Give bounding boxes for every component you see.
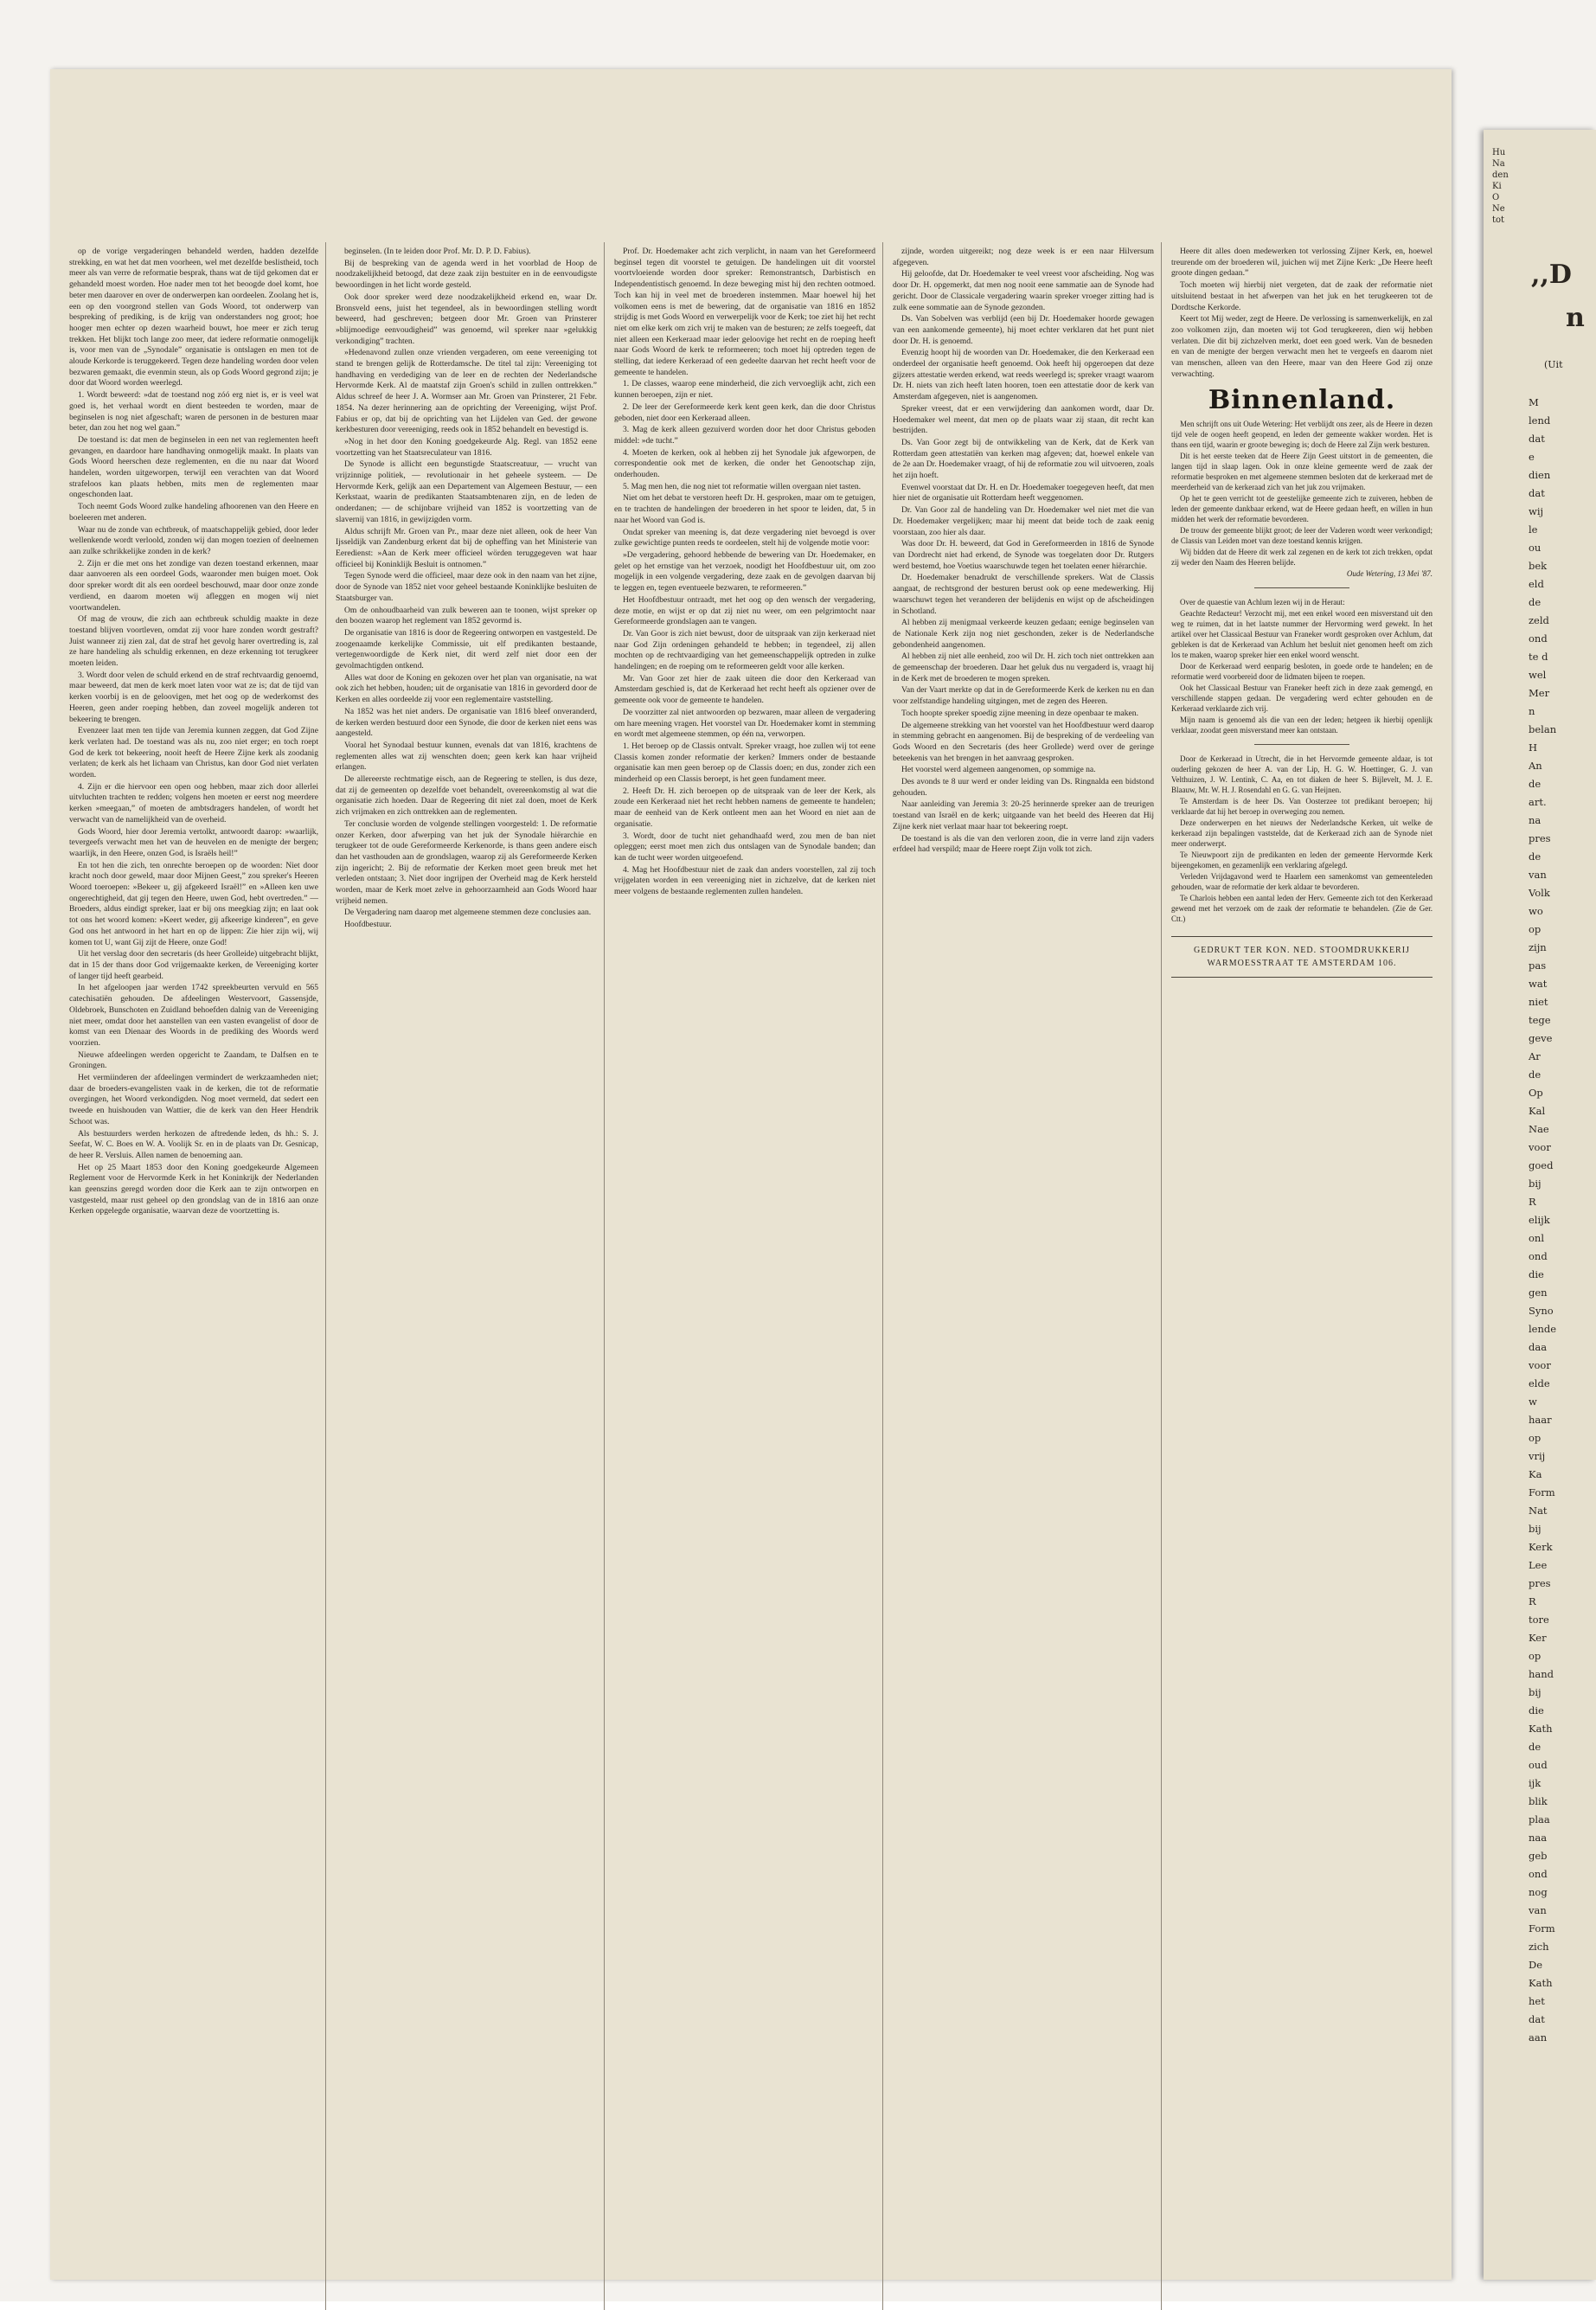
column-rule [1161, 242, 1162, 2310]
text-fragment-line: Ne [1492, 204, 1505, 214]
adjacent-text-fragment [1529, 394, 1556, 2047]
adjacent-subhead-fragment: (Uit [1544, 359, 1563, 370]
text-fragment-line: pres [1529, 832, 1551, 844]
text-fragment-line: dien [1529, 469, 1551, 481]
text-fragment-line: lend [1529, 414, 1551, 427]
text-fragment-line: R [1529, 1196, 1536, 1208]
paragraph: 1. De classes, waarop eene minderheid, die zich vervoeglijk acht, zich een kunnen beroepen, zijn er niet. [614, 379, 875, 401]
paragraph: De organisatie van 1816 is door de Regeering ontworpen en vastgesteld. De zoogenaamde kerkelijke Commissie, uit elf predikanten bestaande, vertegenwoordigde de Kerk niet, dit werd zelf niet door een der gevolmachtigden ontkend. [336, 627, 597, 671]
paragraph: 2. Zijn er die met ons het zondige van dezen toestand erkennen, maar daar aanvoeren als een oordeel Gods, waaronder men buigen moet. Ook door spreker wordt dit als een oordeel beschouwd, maar door onze zonde verdiend, en daarom moeten wij afleggen en mogen wij niet voortwandelen. [69, 558, 318, 613]
paragraph: Deze onderwerpen en het nieuws der Nederlandsche Kerken, uit welke de kerkeraad zijn bepalingen vaststelde, dat de Kerkeraad zich aan de Synode niet meer onderwerpt. [1171, 818, 1433, 849]
paragraph: Ondat spreker van meening is, dat deze vergadering niet bevoegd is over zulke gewichtige punten reeds te oordeelen, stelt hij de volgende motie voor: [614, 527, 875, 549]
column-1 [69, 247, 318, 2306]
text-fragment-line: ond [1529, 632, 1548, 645]
column-4 [893, 247, 1154, 2306]
paragraph: De toestand is als die van den verloren zoon, die in verre land zijn vaders erfdeel had verspild; maar de Heere roept Zijn volk tot zich. [893, 833, 1154, 855]
column-rule [604, 242, 605, 2310]
column-2-text [336, 247, 597, 931]
paragraph: Evenzeer laat men ten tijde van Jeremia kunnen zeggen, dat God Zijne kerk verlaten had. De toestand was als nu, zoo niet erger; en toch roept God de kerk tot bekeering, nooit heeft de Heere Zijne kerk als zoodanig verlaten; de kerk als het lichaam van Christus, kan door God niet verlaten worden. [69, 726, 318, 780]
paragraph: Ook het Classicaal Bestuur van Franeker heeft zich in deze zaak gemengd, en verschillende stappen gedaan. De vergadering werd echter gehouden en de Kerkeraad verklaarde zich vrij. [1171, 683, 1433, 714]
text-fragment-line: Volk [1529, 887, 1550, 899]
text-fragment-line: dat [1529, 433, 1545, 445]
paragraph: De voorzitter zal niet antwoorden op bezwaren, maar alleen de vergadering om hare meening vragen. Het voorstel van Dr. Hoedemaker komt in stemming en wordt met algemeene stemmen, op één na, verworpen. [614, 707, 875, 740]
paragraph: »Hedenavond zullen onze vrienden vergaderen, om eene vereeniging tot stand te brengen gelijk de Rotterdamsche. De titel tal zijn: Vereeniging tot handhaving en verdediging van de leer en de rechten der Nederlandsche Hervormde Kerk. Al de maatstaf zijn Groen's schild in zullen onttrekken.” Aldus schreef de heer J. A. Wormser aan Mr. Groen van Prinsterer, 21 Febr. 1854. Na dezer herinnering aan de oprichting der Vereeniging, wijst Prof. Fabius er op, dat bij de oprichting van het Lijdelen van Ged. der gewone kerkbesturen door vereeniging, reeds ook in 1852 behandelt en bevestigd is. [336, 348, 597, 435]
text-fragment-line: Form [1529, 1486, 1555, 1498]
text-fragment-line: wo [1529, 905, 1543, 917]
paragraph: De allereerste rechtmatige eisch, aan de Regeering te stellen, is dus deze, dat zij de gemeenten op dezelfde voet behandelt, overeenkomstig al wat die organisatie zich hoeden. Daar de Regeering dit niet zal doen, moet de Kerk zich vrijmaken en zich onttrekken aan de reglementen. [336, 774, 597, 818]
text-fragment-line: Kath [1529, 1977, 1553, 1989]
adjacent-page-fragment [1484, 130, 1596, 2280]
paragraph: Het Hoofdbestuur ontraadt, met het oog op den wensch der vergadering, deze motie, en wijst er op dat zij niet nu weer, om een pelgrimtocht naar Gereformeerde grondslagen aan te vangen. [614, 594, 875, 627]
paragraph: Door de Kerkeraad in Utrecht, die in het Hervormde gemeente aldaar, is tot ouderling gekozen de heer A. van der Lip, H. G. W. Hoettinger, G. J. van Velthuizen, J. W. Lentink, C. Aa, en tot diaken de heer S. Bijlevelt, M. J. E. Blaauw, Mr. W. H. J. Rosendahl en G. G. van Heijnen. [1171, 754, 1433, 795]
text-fragment-line: bij [1529, 1177, 1542, 1190]
text-fragment-line: dat [1529, 487, 1545, 499]
paragraph: Was door Dr. H. beweerd, dat God in Gereformeerden in 1816 de Synode van Dordrecht niet had erkend, de Synode was toegelaten door Dr. Rutgers werd bestemd, hoe Voetius waarschuwde tegen het toelaten eener hiërarchie. [893, 539, 1154, 571]
section-divider [1254, 744, 1349, 745]
paragraph: 3. Wordt, door de tucht niet gehandhaafd werd, zou men de ban niet opleggen; eerst moet men zich dus ontslagen van de Synodale banden; dan kan de tucht weer worden uitgeoefend. [614, 831, 875, 863]
text-fragment-line: eld [1529, 578, 1544, 590]
text-fragment-line: geve [1529, 1032, 1553, 1044]
paragraph: Ook door spreker werd deze noodzakelijkheid erkend en, waar Dr. Bronsveld eens, juist het tegendeel, als in bewoordingen stelling wordt beweerd, had geschreven; betgeen door Mr. Groen van Prinsterer »blijmoedige eenvoudigheid” was genoemd, wil spreker naar »gelukkig verkondiging” trachten. [336, 292, 597, 346]
paragraph: Mr. Van Goor zet hier de zaak uiteen die door den Kerkeraad van Amsterdam geschied is, dat de Kerkeraad het recht heeft als opziener over de gemeente ook voor de gemeente te handelen. [614, 673, 875, 706]
printer-imprint [1171, 936, 1433, 978]
paragraph: Des avonds te 8 uur werd er onder leiding van Ds. Ringnalda een bidstond gehouden. [893, 777, 1154, 798]
text-fragment-line: op [1529, 1432, 1542, 1444]
paragraph: Geachte Redacteur! Verzocht mij, met een enkel woord een misverstand uit den weg te ruimen, dat in het laatste nummer der Hervorming werd gewekt. In het artikel over het Classicaal Bestuur van Franeker wordt gesproken over Achlum, dat gebleken is dat de Kerkeraad van Achlum het besluit niet genomen heeft om zich los te maken, waarop spreker hier een enkel woord wenscht. [1171, 609, 1433, 660]
text-fragment-line: op [1529, 923, 1542, 935]
paragraph: Te Charlois hebben een aantal leden der Herv. Gemeente zich tot den Kerkeraad gewend met het verzoek om de zaak der reformatie te behandelen. (Zie de Ger. Ctt.) [1171, 894, 1433, 924]
paragraph: De Synode is allicht een begunstigde Staatscreatuur, — vrucht van vrijzinnige politiek, — revolutionair in het geheele systeem. — De Hervormde Kerk, gelijk aan een Departement van Algemeen Bestuur, — een Kerkstaat, waarin de predikanten Staatsambtenaren zijn, en de leden de onderdanen; — de schijnbare vrijheid van 1852 is voortzetting van de slavernij van 1816, in gewijzigden vorm. [336, 459, 597, 524]
text-fragment-line: Ka [1529, 1468, 1542, 1480]
paragraph: De trouw der gemeente blijkt groot; de leer der Vaderen wordt weer verkondigd; de Classis van Leiden moet van deze toestand kennis krijgen. [1171, 526, 1433, 546]
paragraph: Spreker vreest, dat er een verwijdering dan aankomen wordt, daar Dr. Hoedemaker wel meent, dat men op de plaats waar zij staan, dit recht kan bestrijden. [893, 403, 1154, 436]
text-fragment-line: Lee [1529, 1559, 1548, 1571]
text-fragment-line: e [1529, 451, 1535, 463]
text-fragment-line: ijk [1529, 1777, 1542, 1789]
text-fragment-line: Nat [1529, 1505, 1548, 1517]
adjacent-headline-fragment-2: n [1566, 303, 1585, 333]
column-rule [882, 242, 883, 2310]
text-fragment-line: lende [1529, 1323, 1557, 1335]
section-divider [1254, 587, 1349, 588]
column-4-text [893, 247, 1154, 856]
paragraph: 4. Zijn er die hiervoor een open oog hebben, maar zich door allerlei uitvluchten trachten te redden; volgens hen moeten er eerst nog meerdere kerken »meegaan,” of moeten de ambtsdragers handelen, of wordt het verwacht van de namelijkheid van de overheid. [69, 781, 318, 825]
text-fragment-line: belan [1529, 723, 1557, 735]
printer-line-2: WARMOESSTRAAT TE AMSTERDAM 106. [1207, 959, 1397, 969]
text-fragment-line: oud [1529, 1759, 1548, 1771]
paragraph: Prof. Dr. Hoedemaker acht zich verplicht, in naam van het Gereformeerd beginsel tegen dit voorstel te getuigen. De handelingen uit dit voorstel voortvloeiende worden door spreker: Remonstrantsch, Darbistisch en Independentistisch genoemd. In deze beweging mist hij den rechten ootmoed. Toch kan hij in veel met de broederen instemmen. Maar hoewel hij het volkomen eens is met de bewering, dat de organisatie van 1816 en 1852 strijdig is met Gods Woord en verwerpelijk voor de Kerk; toe ziet hij het recht niet om elke kerk om zich vrij te maken van de besturen; ze zelfs toegeeft, dat niet alleen een Kerkeraad maar ieder geloovige het recht en de roeping heeft naar Gods Woord de kerk te reformeeren; toch moet hij optreden tegen de stelling, dat iedere Kerkeraad of een gedeelte daarvan het recht heeft voor de gemeente te handelen. [614, 247, 875, 377]
column-rule [325, 242, 326, 2310]
text-fragment-line: Nae [1529, 1123, 1549, 1135]
newspaper-page [50, 69, 1452, 2280]
column-3-text [614, 247, 875, 898]
text-fragment-line: de [1529, 1068, 1542, 1081]
text-fragment-line: op [1529, 1650, 1542, 1662]
text-fragment-line: de [1529, 596, 1542, 608]
paragraph: Te Amsterdam is de heer Ds. Van Oosterzee tot predikant beroepen; hij verklaarde dat hij het beroep in overweging zou nemen. [1171, 797, 1433, 817]
paragraph: Gods Woord, hier door Jeremia vertolkt, antwoordt daarop: »waarlijk, tevergeefs verwacht men het van de heuvelen en de menigte der bergen; waarlijk, in den Heere, onzen God, is Israëls heil!” [69, 826, 318, 858]
text-fragment-line: plaa [1529, 1813, 1550, 1826]
paragraph: Ds. Van Sobelven was verblijd (een bij Dr. Hoedemaker hoorde gewagen van een aankomende gemeente), hij moet echter verklaren dat het punt niet door Dr. H. is genoemd. [893, 314, 1154, 346]
adjacent-top-fragment [1492, 147, 1509, 226]
column-5 [1171, 247, 1433, 2306]
text-fragment-line: O [1492, 193, 1500, 202]
text-fragment-line: onl [1529, 1232, 1545, 1244]
text-fragment-line: elijk [1529, 1214, 1550, 1226]
text-fragment-line: dat [1529, 2013, 1545, 2025]
paragraph: Dit is het eerste teeken dat de Heere Zijn Geest uitstort in de gemeenten, die langen tijd in slaap lagen. Ook in onze kleine gemeente werd de zaak der reformatie besproken en met algemeene stemmen besloten dat de kerkeraad met de meerderheid van de kerkeraad zich van het juk zou vrijmaken. [1171, 452, 1433, 492]
paragraph: Door de Kerkeraad werd eenparig besloten, in goede orde te handelen; en de reformatie werd voorbereid door de lidmaten bijeen te roepen. [1171, 662, 1433, 682]
paragraph: Alles wat door de Koning en gekozen over het plan van organisatie, na wat ook zich het hebben, houden; uit de organisatie van 1816 in gevorderd door de Kerken en alles oordeelde zij voor een reglementaire vaststelling. [336, 672, 597, 705]
text-fragment-line: bek [1529, 560, 1548, 572]
text-fragment-line: art. [1529, 796, 1547, 808]
paragraph: zijnde, worden uitgereikt; nog deze week is er een naar Hilversum afgegeven. [893, 247, 1154, 267]
column-1-text [69, 247, 318, 1217]
paragraph: Hoofdbestuur. [344, 920, 392, 930]
text-fragment-line: Op [1529, 1087, 1543, 1099]
text-fragment-line: wat [1529, 978, 1548, 990]
adjacent-headline-fragment: ,,D [1531, 260, 1572, 290]
paragraph: Evenwel voorstaat dat Dr. H. en Dr. Hoedemaker toegegeven heeft, dat men hier niet de organisatie uit Rotterdam heeft weggenomen. [893, 482, 1154, 504]
text-fragment-line: voor [1529, 1359, 1551, 1371]
text-fragment-line: De [1529, 1959, 1543, 1971]
paragraph: Als bestuurders werden herkozen de aftredende leden, ds hh.: S. J. Seefat, W. C. Boes en W. A. Voolijk Sr. en in de plaats van Dr. Gesnicap, de heer R. Versluis. Allen namen de benoeming aan. [69, 1128, 318, 1160]
paragraph: De algemeene strekking van het voorstel van het Hoofdbestuur werd daarop in stemming gebracht en aangenomen. Bij de bespreking of de verdeeling van Gods Woord en den Secretaris (des heer Grollede) werd over de geringe beteekenis van het brengen in het aanvraag gesproken. [893, 720, 1154, 763]
text-fragment-line: de [1529, 850, 1542, 863]
column-5-body-3 [1171, 754, 1433, 924]
paragraph: De Vergadering nam daarop met algemeene stemmen deze conclusies aan. [344, 908, 592, 918]
paragraph: Aldus schrijft Mr. Groen van Pr., maar deze niet alleen, ook de heer Van Ijsseldijk van Zandenburg erkent dat bij de opheffing van het Ministerie van Eeredienst: »Aan de Kerk meer officieel wörden teruggegeven wat haar officieel bij Koninklijk Besluit is ontnomen.” [336, 526, 597, 569]
paragraph: »Nog in het door den Koning goedgekeurde Alg. Regl. van 1852 eene voortzetting van het Staatsreculateur van 1816. [336, 436, 597, 458]
printer-line-1: GEDRUKT TER KON. NED. STOOMDRUKKERIJ [1194, 946, 1410, 956]
text-fragment-line: Ker [1529, 1632, 1547, 1644]
paragraph: Vooral het Synodaal bestuur kunnen, evenals dat van 1816, krachtens de reglementen alles wat zij wenschten doen; geen kerk kan haar vrijheid erlangen. [336, 740, 597, 773]
paragraph: »De vergadering, gehoord hebbende de bewering van Dr. Hoedemaker, en gelet op het ernstige van het verzoek, noodigt het Hoofdbestuur uit, om zoo mogelijk in een volgende vergadering, deze zaak en de gevolgen daarvan bij te leggen en, tegen eventueele bezwaren, te reformeeren.” [614, 549, 875, 594]
paragraph: 2. Heeft Dr. H. zich beroepen op de uitspraak van de leer der Kerk, als zoude een Kerkeraad niet het recht hebben namens de gemeente te handelen; maar de eenheid van de Kerk ontleent men aan het Woord en niet aan de organisatie. [614, 786, 875, 829]
text-fragment-line: na [1529, 814, 1542, 826]
paragraph: 4. Mag het Hoofdbestuur niet de zaak dan anders voorstellen, zal zij toch vrijgelaten worden in een vereeniging niet in zichzelve, dat de kerken niet meer volgens de bestaande reglementen zullen handelen. [614, 864, 875, 897]
paragraph: Nieuwe afdeelingen werden opgericht te Zaandam, te Dalfsen en te Groningen. [69, 1049, 318, 1071]
paragraph: Men schrijft ons uit Oude Wetering: Het verblijdt ons zeer, als de Heere in dezen tijd vele de oogen heeft geopend, en leden der gemeente wakker worden. Het is thans een tijd, waarin er groote beweging is; doch de Heere zal Zijn werk besturen. [1171, 420, 1433, 450]
paragraph: 3. Mag de kerk alleen gezuiverd worden door het door Christus geboden middel: »de tucht.” [614, 425, 875, 446]
text-fragment-line: Kerk [1529, 1541, 1553, 1553]
text-fragment-line: Kath [1529, 1723, 1553, 1735]
column-3 [614, 247, 875, 2306]
text-fragment-line: van [1529, 1904, 1547, 1916]
text-fragment-line: An [1529, 760, 1542, 772]
paragraph: 1. Wordt beweerd: »dat de toestand nog zóó erg niet is, er is veel wat goed is, het verhaal wordt en dient besteeden te worden, maar de beginselen is nog niet afgeschaft; waren de personen in de besturen maar beter, dan zou het nog wel gaan.” [69, 390, 318, 433]
paragraph: Na 1852 was het niet anders. De organisatie van 1816 bleef onveranderd, de kerken werden bestuurd door een Synode, die door de kerken niet eens was aangesteld. [336, 706, 597, 739]
text-fragment-line: zich [1529, 1941, 1549, 1953]
text-fragment-line: Form [1529, 1922, 1555, 1935]
text-fragment-line: te d [1529, 651, 1548, 663]
text-fragment-line: Mer [1529, 687, 1550, 699]
text-fragment-line: die [1529, 1704, 1544, 1716]
text-fragment-line: de [1529, 1741, 1542, 1753]
text-fragment-line: nog [1529, 1886, 1548, 1898]
paragraph: Toch hoopte spreker spoedig zijne meening in deze openbaar te maken. [901, 708, 1138, 718]
text-fragment-line: Ar [1529, 1050, 1541, 1062]
column-5-signoff: Oude Wetering, 13 Mei '87. [1346, 569, 1433, 579]
text-fragment-line: gen [1529, 1287, 1548, 1299]
text-fragment-line: wel [1529, 669, 1547, 681]
text-fragment-line: ou [1529, 542, 1542, 554]
paragraph: Toch moeten wij hierbij niet vergeten, dat de zaak der reformatie niet uitsluitend bestaat in het afwerpen van het juk en het terugkeeren tot de Dordtsche Kerkorde. [1171, 280, 1433, 312]
text-fragment-line: tege [1529, 1014, 1551, 1026]
text-fragment-line: R [1529, 1595, 1536, 1607]
paragraph: Hij geloofde, dat Dr. Hoedemaker te veel vreest voor afscheiding. Nog was door Dr. H. opgemerkt, dat men nog nooit eene sammatie aan de Synode had gericht. Door de Classicale vergadering waarin spreker vroeger zitting had is zulk eene sommatie aan de Synode gezonden. [893, 269, 1154, 312]
section-headline-binnenland: Binnenland. [1208, 385, 1396, 416]
paragraph: In het afgeloopen jaar werden 1742 spreekbeurten vervuld en 565 catechisatiën gehouden. De afdeelingen Westervoort, Gassensjde, Oldebroek, Bunschoten en Zuidland behoefden dalnig van de Vereeniging niet meer, omdat door het aanstellen van een vasten evangelist of door de komst van een Dienaar des Woords in de prediking des Woords werd voorzien. [69, 983, 318, 1048]
text-fragment-line: Na [1492, 159, 1505, 169]
paragraph: Bij de bespreking van de agenda werd in het voorblad de Hoop de noodzakelijkheid betoogd, dat deze zaak zijn bestuiter en in de eenvoudigste bewoordingen in het licht worde gesteld. [336, 258, 597, 291]
paragraph: Ds. Van Goor zegt bij de ontwikkeling van de Kerk, dat de Kerk van Rotterdam geen attestatiën van kerken mag afgeven; dat, hoewel enkele van de 2e aan Dr. Hoedemaker vraagt, of hij de reformatie zou wil uitvoeren, zoals het zijn hoeft. [893, 437, 1154, 481]
text-fragment-line: daa [1529, 1341, 1548, 1353]
paragraph: Dr. Van Goor zal de handeling van Dr. Hoedemaker wel niet met die van Dr. Hoedemaker vergelijken; maar hij meent dat beide toch de zaak eenig voorstaan, zoo hier als daar. [893, 505, 1154, 537]
paragraph: Om de onhoudbaarheid van zulk beweren aan te toonen, wijst spreker op den boozen waarop het reglement van 1852 gevormd is. [336, 605, 597, 626]
text-fragment-line: Kal [1529, 1105, 1546, 1117]
paragraph: Te Nieuwpoort zijn de predikanten en leden der gemeente Hervormde Kerk bijeengekomen, en gezamenlijk een verklaring afgelegd. [1171, 850, 1433, 870]
paragraph: Over de quaestie van Achlum lezen wij in de Heraut: [1180, 598, 1345, 607]
paragraph: Wij bidden dat de Heere dit werk zal zegenen en de kerk tot zich trekken, opdat zij weder den Naam des Heeren belijde. [1171, 548, 1433, 568]
text-fragment-line: elde [1529, 1377, 1550, 1389]
paragraph: 5. Mag men hen, die nog niet tot reformatie willen overgaan niet tasten. [623, 481, 862, 491]
paragraph: Niet om het debat te verstoren heeft Dr. H. gesproken, maar om te getuigen, en te trachten de handelingen der broederen in het spoor te leiden, dat, 5 in naar het Woord van God is. [614, 493, 875, 525]
text-fragment-line: M [1529, 396, 1539, 408]
text-fragment-line: Ki [1492, 182, 1502, 191]
paragraph: 2. De leer der Gereformeerde kerk kent geen kerk, dan die door Christus geboden, niet door een Kerkeraad alleen. [614, 401, 875, 423]
text-fragment-line: haar [1529, 1414, 1552, 1426]
text-fragment-line: pas [1529, 959, 1547, 972]
text-fragment-line: ond [1529, 1250, 1548, 1262]
paragraph: Verleden Vrijdagavond werd te Haarlem een samenkomst van gemeenteleden gehouden, waar de reformatie der kerk aldaar te bevorderen. [1171, 872, 1433, 892]
paragraph: Al hebben zij menigmaal verkeerde keuzen gedaan; eenige beginselen van de Nationale Kerk zijn nog niet geschonden, zeker is de Nederlandsche gebondenheid aangenomen. [893, 618, 1154, 650]
paragraph: Het vermiinderen der afdeelingen vermindert de werkzaamheden niet; daar de broeders-evangelisten vaak in de kerken, die tot de reformatie overgingen, het Woord verkondigden. Nog moet vermeld, dat sedert een tweede en huishouden van Wattier, die de kerk van den Heer Hendrik Schoot was. [69, 1073, 318, 1126]
paragraph: Evenzig hoopt hij de woorden van Dr. Hoedemaker, die den Kerkeraad een onderdeel der organisatie heeft genoemd. Ook heeft hij opgeroepen dat deze gijzers attestatie werden erkend, wat reeds weerlegd is; spreker vraagt waarom Dr. H. niets van zich heeft laten hooren, toen een attestatie door de kerk van Amsterdam afgegeven, niet is aangenomen. [893, 348, 1154, 402]
text-fragment-line: zijn [1529, 941, 1547, 953]
text-fragment-line: Syno [1529, 1305, 1554, 1317]
column-5-body-2 [1171, 597, 1433, 735]
paragraph: 4. Moeten de kerken, ook al hebben zij het Synodale juk afgeworpen, de correspondentie ook met de kerken, die onder het Genootschap zijn, onderhouden. [614, 447, 875, 480]
text-fragment-line: van [1529, 869, 1547, 881]
text-fragment-line: ond [1529, 1868, 1548, 1880]
text-fragment-line: hand [1529, 1668, 1554, 1680]
text-fragment-line: den [1492, 170, 1509, 180]
paragraph: op de vorige vergaderingen behandeld werden, hadden dezelfde strekking, en wat het dat men voorheen, wel met dezelfde beslistheid, toch meer als van verre de reformatie besprak, thans wat de tijd gekomen dat er gehandeld moest worden. Hoe nader men tot het beoogde doel komt, hoe beter men daarover en over de onderwerpen kan oordeelen. Zoolang het is, een op den voorgrond stellen van Gods Woord, tot onderwerp van bespreking of prediking, is de krijg van onderstanders nog groot; hoe hooger men echter op dezen waarheid bouwt, hoe meer er zich terug trekken. Het blijkt toch lange zoo meer, dat iedere reformatie onmogelijk is, voor men van de „Synodale” organisatie is ontslagen en men tot de aloude Kerkorde is teruggekeerd. Tegen deze handeling worden door velen bezwaren gemaakt, die evenmin steun, als op Gods Woord gegrond zijn; je door dat Woord worden weerlegd. [69, 247, 318, 388]
paragraph: Of mag de vrouw, die zich aan echtbreuk schuldig maakte in deze toestand blijven voortleven, omdat zij voor hare zonden wordt gestraft? Juist wanneer zij zien zal, dat de straf het gevolg harer overtreding is, zal ze hare handeling als schuldig erkennen, en deze erkenning tot terugkeer moeten leiden. [69, 614, 318, 669]
paragraph: Het op 25 Maart 1853 door den Koning goedgekeurde Algemeen Reglement voor de Hervormde Kerk in het Koninkrijk der Nederlanden kan geenszins geregd worden door die Kerk aan te zijn ontworpen en vastgesteld, maar rust geheel op den grondslag van de in 1816 aan onze Kerken opgelegde organisatie, waarvan deze de voortzetting is. [69, 1162, 318, 1216]
column-2 [336, 247, 597, 2306]
text-fragment-line: de [1529, 778, 1542, 790]
paragraph: En tot hen die zich, ten onrechte beroepen op de woorden: Niet door kracht noch door geweld, maar door Mijnen Geest,” zou spreker's Heeren Woord toeroepen: »Bekeer u, gij afgekeerd Israël!” en »Alleen ken uwe ongerechtigheid, dat gij tegen den Heere, uwen God, hebt overtreden.” — Broeders, aldus eindigt spreker, laat er bij ons meegkiag zijn; en laat ook tot ons het woord komen: »Keert weder, gij afkeerige kinderen”, en geve God ons het antwoord in het hart en op de lippen: Zie hier zijn wij, wij komen tot U, want Gij zijt de Heere, onze God! [69, 860, 318, 947]
text-fragment-line: niet [1529, 996, 1548, 1008]
paragraph: De toestand is: dat men de beginselen in een net van reglementen heeft gevangen, en daardoor hare handhaving onmogelijk maakt. In plaats van Gods Woord heerschen deze reglementen, en die nu naar dat Woord handelen, worden uitgeworpen, terwijl een verachten van dat Woord strafeloos kan plaats hebben, mits men de reglementen maar ongeschonden laat. [69, 434, 318, 500]
text-fragment-line: Hu [1492, 148, 1506, 157]
text-fragment-line: het [1529, 1995, 1545, 2007]
paragraph: 3. Wordt door velen de schuld erkend en de straf rechtvaardig genoemd, maar beweerd, dat men de kerk moet laten voor wat ze is; dat de tijd van kerken voorbij is en de geloovigen, met het oog op de wederkomst des Heeren, geen ander roeping hebben, dan zoveel mogelijk anderen tot bekeering te brengen. [69, 670, 318, 724]
paragraph: Toch neemt Gods Woord zulke handeling afhoorenen van den Heere en boeleeren met anderen. [69, 502, 318, 523]
text-fragment-line: wij [1529, 505, 1544, 517]
text-fragment-line: H [1529, 741, 1538, 754]
paragraph: Van der Vaart merkte op dat in de Gereformeerde Kerk de kerken nu en dan voor zelfstandige handeling uitgingen, met de zegen des Heeren. [893, 685, 1154, 707]
text-fragment-line: blik [1529, 1795, 1548, 1807]
text-fragment-line: n [1529, 705, 1535, 717]
text-fragment-line: die [1529, 1268, 1544, 1280]
paragraph: beginselen. (In te leiden door Prof. Mr. D. P. D. Fabius). [344, 247, 531, 256]
paragraph: Dr. Van Goor is zich niet bewust, door de uitspraak van zijn kerkeraad niet naar God Zijn ordeningen gehandeld te hebben; in tegendeel, zij allen mochten op de rechtvaardiging van het gemeenschappelijk optreden in zulke handelingen; en de roeping om te reformeeren geldt voor alle kerken. [614, 628, 875, 672]
text-fragment-line: goed [1529, 1159, 1554, 1171]
paragraph: Op het te geen verricht tot de geestelijke gemeente zich te zuiveren, hebben de leden der gemeente dankbaar erkend, wat de Heere gedaan heeft, en willen in hun midden het werk der reformatie bevorderen. [1171, 494, 1433, 524]
paragraph: Al hebben zij niet alle eenheid, zoo wil Dr. H. zich toch niet onttrekken aan de gemeenschap der broederen. Daar het geluk dus nu vergaderd is, vraagt hij in de Kerk met de broederen te mogen spreken. [893, 651, 1154, 683]
text-fragment-line: tot [1492, 215, 1505, 225]
paragraph: Heere dit alles doen medewerken tot verlossing Zijner Kerk, en, hoewel treurende om der broederen wil, juichen wij met Zijne Kerk: „De Heere heeft groote dingen gedaan.” [1171, 247, 1433, 279]
text-fragment-line: pres [1529, 1577, 1551, 1589]
text-fragment-line: le [1529, 523, 1538, 536]
paragraph: Het voorstel werd algemeen aangenomen, op sommige na. [901, 765, 1096, 775]
column-5-body [1171, 419, 1433, 568]
text-fragment-line: aan [1529, 2031, 1548, 2044]
paragraph: 1. Het beroep op de Classis ontvalt. Spreker vraagt, hoe zullen wij tot eene Classis komen zonder reformatie der kerken? Immers onder de bestaande organisatie kan men geen beroep op de Classis doen; en dus, zonder zich een minderheid op een Classis beroept, is het geen fundament meer. [614, 741, 875, 785]
paragraph: Waar nu de zonde van echtbreuk, of maatschappelijk gebied, door leder wellenkende wordt verloold, zonden wij dan mogen toezien of deelnemen aan zulke schrikkelijke zonden in de kerk? [69, 524, 318, 556]
paragraph: Mijn naam is genoemd als die van een der leden; hetgeen ik hierbij openlijk verklaar, zoodat geen misverstand meer kan ontstaan. [1171, 715, 1433, 735]
paragraph: Uit het verslag door den secretaris (ds heer Grolleide) uitgebracht blijkt, dat in 15 der thans door God vrijgemaakte kerken, de Vereeniging korter of langer tijd heeft gearbeid. [69, 949, 318, 981]
paragraph: Tegen Synode werd die officieel, maar deze ook in den naam van het zijne, door de Synode van 1852 niet voor geheel bestaande Koninklijke besluiten de Staatsburger van. [336, 571, 597, 603]
text-fragment-line: geb [1529, 1850, 1548, 1862]
paragraph: Keert tot Mij weder, zegt de Heere. De verlossing is samenwerkelijk, en zal zoo volkomen zijn, dan moeten wij tot God terugkeeren, dien wij hebben verlaten. Die dit bij zichzelven merkt, doet een goed werk. Van de besneden en van de menigte der bergen verwacht men het te vergeefs en daarom niet van menschen, alleen van den Heere, maar van den Heere God zij onze verwachting. [1171, 314, 1433, 379]
text-fragment-line: vrij [1529, 1450, 1546, 1462]
column-5-intro [1171, 247, 1433, 380]
text-fragment-line: w [1529, 1396, 1537, 1408]
paragraph: Ter conclusie worden de volgende stellingen voorgesteld: 1. De reformatie onzer Kerken, door afwerping van het juk der Synodale hiërarchie en terugkeer tot de oude Gereformeerde Kerkenorde, is thans geen andere eisch dan het vasthouden aan de grondslagen, waarop zij als Gereformeerde Kerken zijn ingericht; 2. Bij de reformatie der Kerken moet geen breuk met het verleden ontstaan; 3. Niet door ingrijpen der Overheid mag de Kerk hersteld worden, maar de Kerk moet zelve in gehoorzaamheid aan Gods Woord haar vrijheid nemen. [336, 818, 597, 906]
paragraph: Naar aanleiding van Jeremia 3: 20-25 herinnerde spreker aan de treurigen toestand van Israël en de kerk; uitgaande van het beeld des Heeren dat Hij Zijne kerk niet verlaat maar haar tot bekeering roept. [893, 799, 1154, 831]
text-fragment-line: voor [1529, 1141, 1551, 1153]
text-fragment-line: tore [1529, 1614, 1549, 1626]
text-fragment-line: bij [1529, 1523, 1542, 1535]
text-fragment-line: zeld [1529, 614, 1549, 626]
text-fragment-line: naa [1529, 1832, 1548, 1844]
paragraph: Dr. Hoedemaker benadrukt de verschillende sprekers. Wat de Classis aangaat, de rechtsgrond der besturen berust ook op eene medewerking. Hij waarschuwt tegen het veranderen der belijdenis en wijst op de afscheidingen in Schotland. [893, 573, 1154, 616]
text-fragment-line: bij [1529, 1686, 1542, 1698]
